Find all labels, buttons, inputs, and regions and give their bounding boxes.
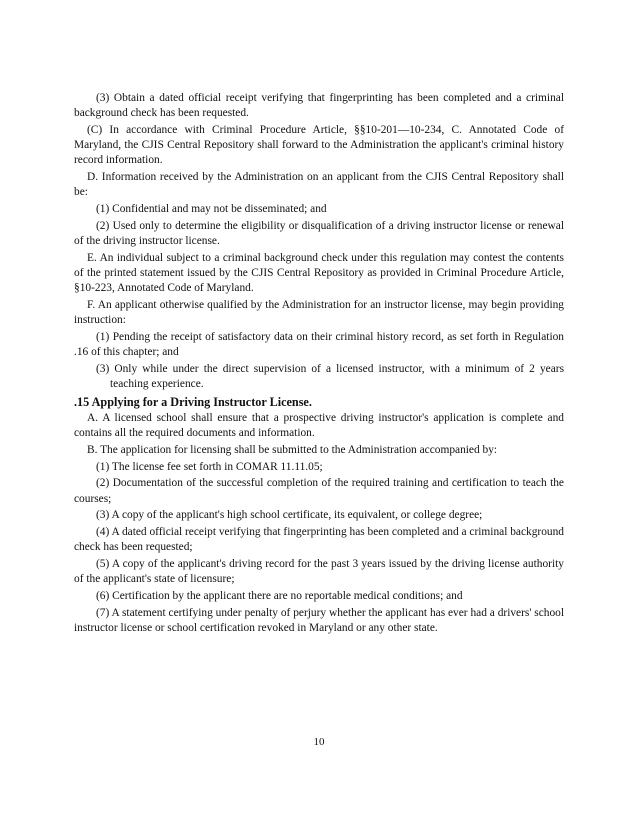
paragraph-b7-perjury-statement: (7) A statement certifying under penalty of perjury whether the applicant has ever had a drivers' school instructor license or school certification revoked in Maryland or any other state.: [74, 607, 564, 635]
paragraph-d1-confidential: (1) Confidential and may not be disseminated; and: [96, 203, 327, 216]
paragraph-b2-training-documentation: (2) Documentation of the successful completion of the required training and certification to teach the courses;: [74, 477, 564, 505]
paragraph-b3-certificate-copy: (3) A copy of the applicant's high school certificate, its equivalent, or college degree;: [96, 509, 483, 522]
paragraph-b-application-accompanied: B. The application for licensing shall be submitted to the Administration accompanied by:: [87, 443, 498, 456]
paragraph-f1-pending-receipt: (1) Pending the receipt of satisfactory data on their criminal history record, as set forth in Regulation .16 of this chapter; and: [74, 331, 564, 359]
paragraph-f3-supervision: (3) Only while under the direct supervision of a licensed instructor, with a minimum of 2 years teaching experience.: [96, 363, 564, 391]
document-page: [74, 91, 564, 638]
paragraph-c-cjis-forward: (C) In accordance with Criminal Procedure Article, §§10-201—10-234, C. Annotated Code of Maryland, the CJIS Central Repository shall forward to the Administration the applicant's criminal history record information.: [74, 124, 564, 167]
paragraph-b1-license-fee: (1) The license fee set forth in COMAR 11.11.05;: [96, 460, 323, 473]
section-heading: .15 Applying for a Driving Instructor License.: [74, 394, 312, 409]
paragraph-d2-eligibility: (2) Used only to determine the eligibility or disqualification of a driving instructor license or renewal of the driving instructor license.: [74, 220, 564, 248]
paragraph-e-contest: E. An individual subject to a criminal background check under this regulation may contest the contents of the printed statement issued by the CJIS Central Repository as provided in Criminal Procedure Article, §10-223, Annotated Code of Maryland.: [74, 252, 564, 295]
paragraph-b5-driving-record: (5) A copy of the applicant's driving record for the past 3 years issued by the driving license authority of the applicant's state of licensure;: [74, 558, 564, 586]
paragraph-3-fingerprint-receipt: (3) Obtain a dated official receipt verifying that fingerprinting has been completed and a criminal background check has been requested.: [74, 92, 564, 120]
paragraph-f-provisional-instruction: F. An applicant otherwise qualified by the Administration for an instructor license, may begin providing instruction:: [74, 299, 564, 327]
paragraph-d-information-received: D. Information received by the Administration on an applicant from the CJIS Central Repository shall be:: [74, 171, 564, 199]
page-number: 10: [313, 736, 325, 748]
paragraph-b4-fingerprint-receipt: (4) A dated official receipt verifying that fingerprinting has been completed and a criminal background check has been requested;: [74, 526, 564, 554]
paragraph-a-complete-application: A. A licensed school shall ensure that a prospective driving instructor's application is complete and contains all the required documents and information.: [74, 411, 564, 440]
paragraph-b6-medical-certification: (6) Certification by the applicant there are no reportable medical conditions; and: [96, 590, 463, 603]
